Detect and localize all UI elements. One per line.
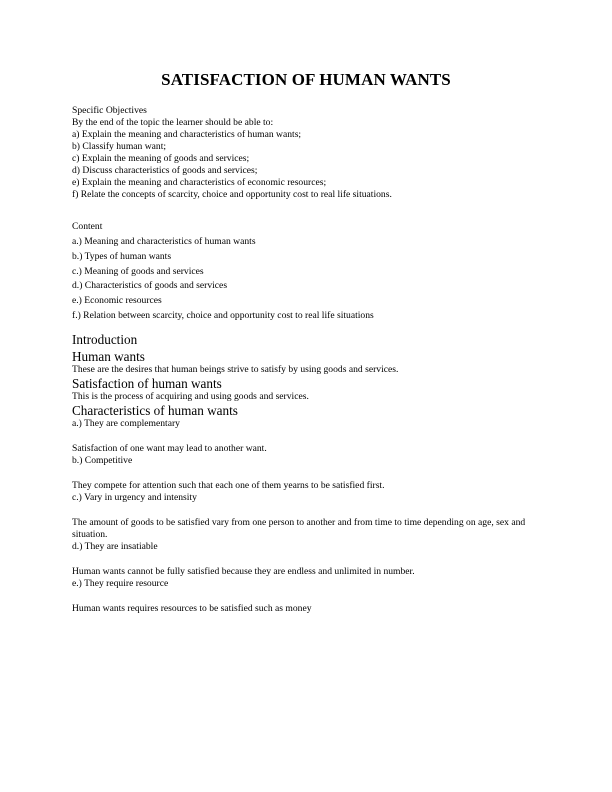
objective-item: a) Explain the meaning and characteristics of human wants; [72,129,302,140]
characteristic-label: e.) They require resource [72,578,169,589]
characteristic-text: Satisfaction of one want may lead to another want. [72,443,267,454]
objectives-intro: By the end of the topic the learner should be able to: [72,117,274,128]
satisfaction-heading: Satisfaction of human wants [72,376,222,391]
characteristic-label: d.) They are insatiable [72,541,158,552]
content-item: c.) Meaning of goods and services [72,265,204,277]
objectives-heading: Specific Objectives [72,105,147,116]
content-item: d.) Characteristics of goods and services [72,280,228,292]
content-heading: Content [72,221,103,232]
characteristic-text: They compete for attention such that each one of them yearns to be satisfied first. [72,480,385,491]
objective-item: c) Explain the meaning of goods and services; [72,153,250,164]
content-item: a.) Meaning and characteristics of human wants [72,236,256,247]
satisfaction-definition: This is the process of acquiring and using goods and services. [72,391,309,402]
introduction-section [72,332,542,615]
page-title: SATISFACTION OF HUMAN WANTS [161,70,451,89]
objective-item: d) Discuss characteristics of goods and services; [72,165,258,176]
objectives-section [72,105,542,201]
characteristic-label: b.) Competitive [72,455,133,466]
characteristics-heading: Characteristics of human wants [72,403,238,418]
content-item: e.) Economic resources [72,295,162,307]
content-item: b.) Types of human wants [72,250,172,262]
objective-item: f) Relate the concepts of scarcity, choice and opportunity cost to real life situations. [72,189,392,200]
introduction-heading: Introduction [72,332,138,347]
human-wants-definition: These are the desires that human beings strive to satisfy by using goods and services. [72,364,399,375]
characteristic-text: Human wants cannot be fully satisfied because they are endless and unlimited in number. [72,566,415,577]
human-wants-heading: Human wants [72,349,145,364]
objective-item: e) Explain the meaning and characteristics of economic resources; [72,177,327,188]
content-section [72,221,542,324]
characteristic-label: a.) They are complementary [72,418,180,429]
objective-item: b) Classify human want; [72,141,167,152]
content-item: f.) Relation between scarcity, choice and opportunity cost to real life situations [72,309,374,321]
characteristic-text: Human wants requires resources to be satisfied such as money [72,603,312,614]
characteristic-label: c.) Vary in urgency and intensity [72,492,197,503]
characteristic-text: The amount of goods to be satisfied vary from one person to another and from time to time depending on age, sex and situation. [72,517,526,540]
